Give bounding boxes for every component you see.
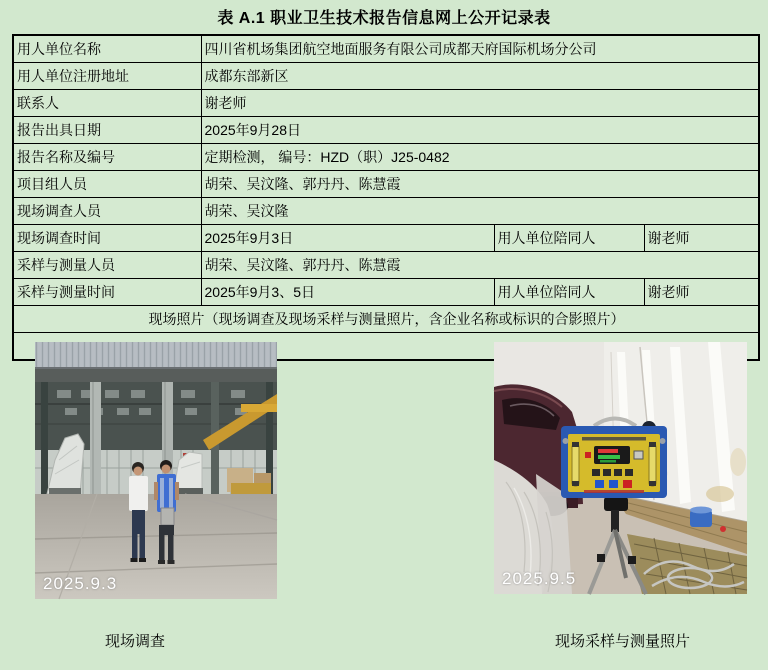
row-value: 四川省机场集团航空地面服务有限公司成都天府国际机场分公司 (201, 35, 759, 63)
photo-section-header: 现场照片（现场调查及现场采样与测量照片，含企业名称或标识的合影照片） (13, 306, 759, 333)
row-value: 2025年9月3日 (201, 225, 494, 252)
row-value: 定期检测， 编号：HZD（职）J25-0482 (201, 144, 759, 171)
photo-section-cell (13, 333, 759, 650)
row-label: 采样与测量时间 (13, 279, 201, 306)
row-label: 采样与测量人员 (13, 252, 201, 279)
row-value: 胡荣、吴汶隆、郭丹丹、陈慧霞 (201, 171, 759, 198)
companion-label: 用人单位陪同人 (494, 225, 644, 252)
table-row (13, 225, 759, 252)
photo-header-row (13, 306, 759, 333)
photo-caption-survey: 现场调查 (105, 633, 166, 650)
row-label: 现场调查时间 (13, 225, 201, 252)
companion-label: 用人单位陪同人 (494, 279, 644, 306)
table-row (13, 117, 759, 144)
row-label: 项目组人员 (13, 171, 201, 198)
record-table (12, 34, 760, 650)
row-label: 联系人 (13, 90, 201, 117)
spray-booth-photo-graphic (494, 342, 747, 594)
row-value: 胡荣、吴汶隆 (201, 198, 759, 225)
row-label: 报告出具日期 (13, 117, 201, 144)
table-row (13, 171, 759, 198)
row-label: 用人单位名称 (13, 35, 201, 63)
row-value: 成都东部新区 (201, 63, 759, 90)
row-label: 用人单位注册地址 (13, 63, 201, 90)
sampling-photo (494, 342, 747, 594)
table-row (13, 279, 759, 306)
row-label: 现场调查人员 (13, 198, 201, 225)
photo-caption-sampling: 现场采样与测量照片 (555, 633, 691, 650)
hangar-photo-graphic (35, 342, 277, 599)
page-title: 表 A.1 职业卫生技术报告信息网上公开记录表 (217, 10, 551, 27)
table-row (13, 252, 759, 279)
table-row (13, 63, 759, 90)
site-survey-photo (35, 342, 277, 599)
row-value: 胡荣、吴汶隆、郭丹丹、陈慧霞 (201, 252, 759, 279)
photo-timestamp: 2025.9.3 (43, 574, 118, 593)
table-row (13, 90, 759, 117)
photo-row (13, 333, 759, 361)
companion-value: 谢老师 (644, 225, 759, 252)
row-value: 谢老师 (201, 90, 759, 117)
photo-timestamp: 2025.9.5 (502, 569, 577, 588)
table-row (13, 198, 759, 225)
table-row (13, 35, 759, 63)
row-value: 2025年9月28日 (201, 117, 759, 144)
row-label: 报告名称及编号 (13, 144, 201, 171)
table-row (13, 144, 759, 171)
companion-value: 谢老师 (644, 279, 759, 306)
row-value: 2025年9月3、5日 (201, 279, 494, 306)
